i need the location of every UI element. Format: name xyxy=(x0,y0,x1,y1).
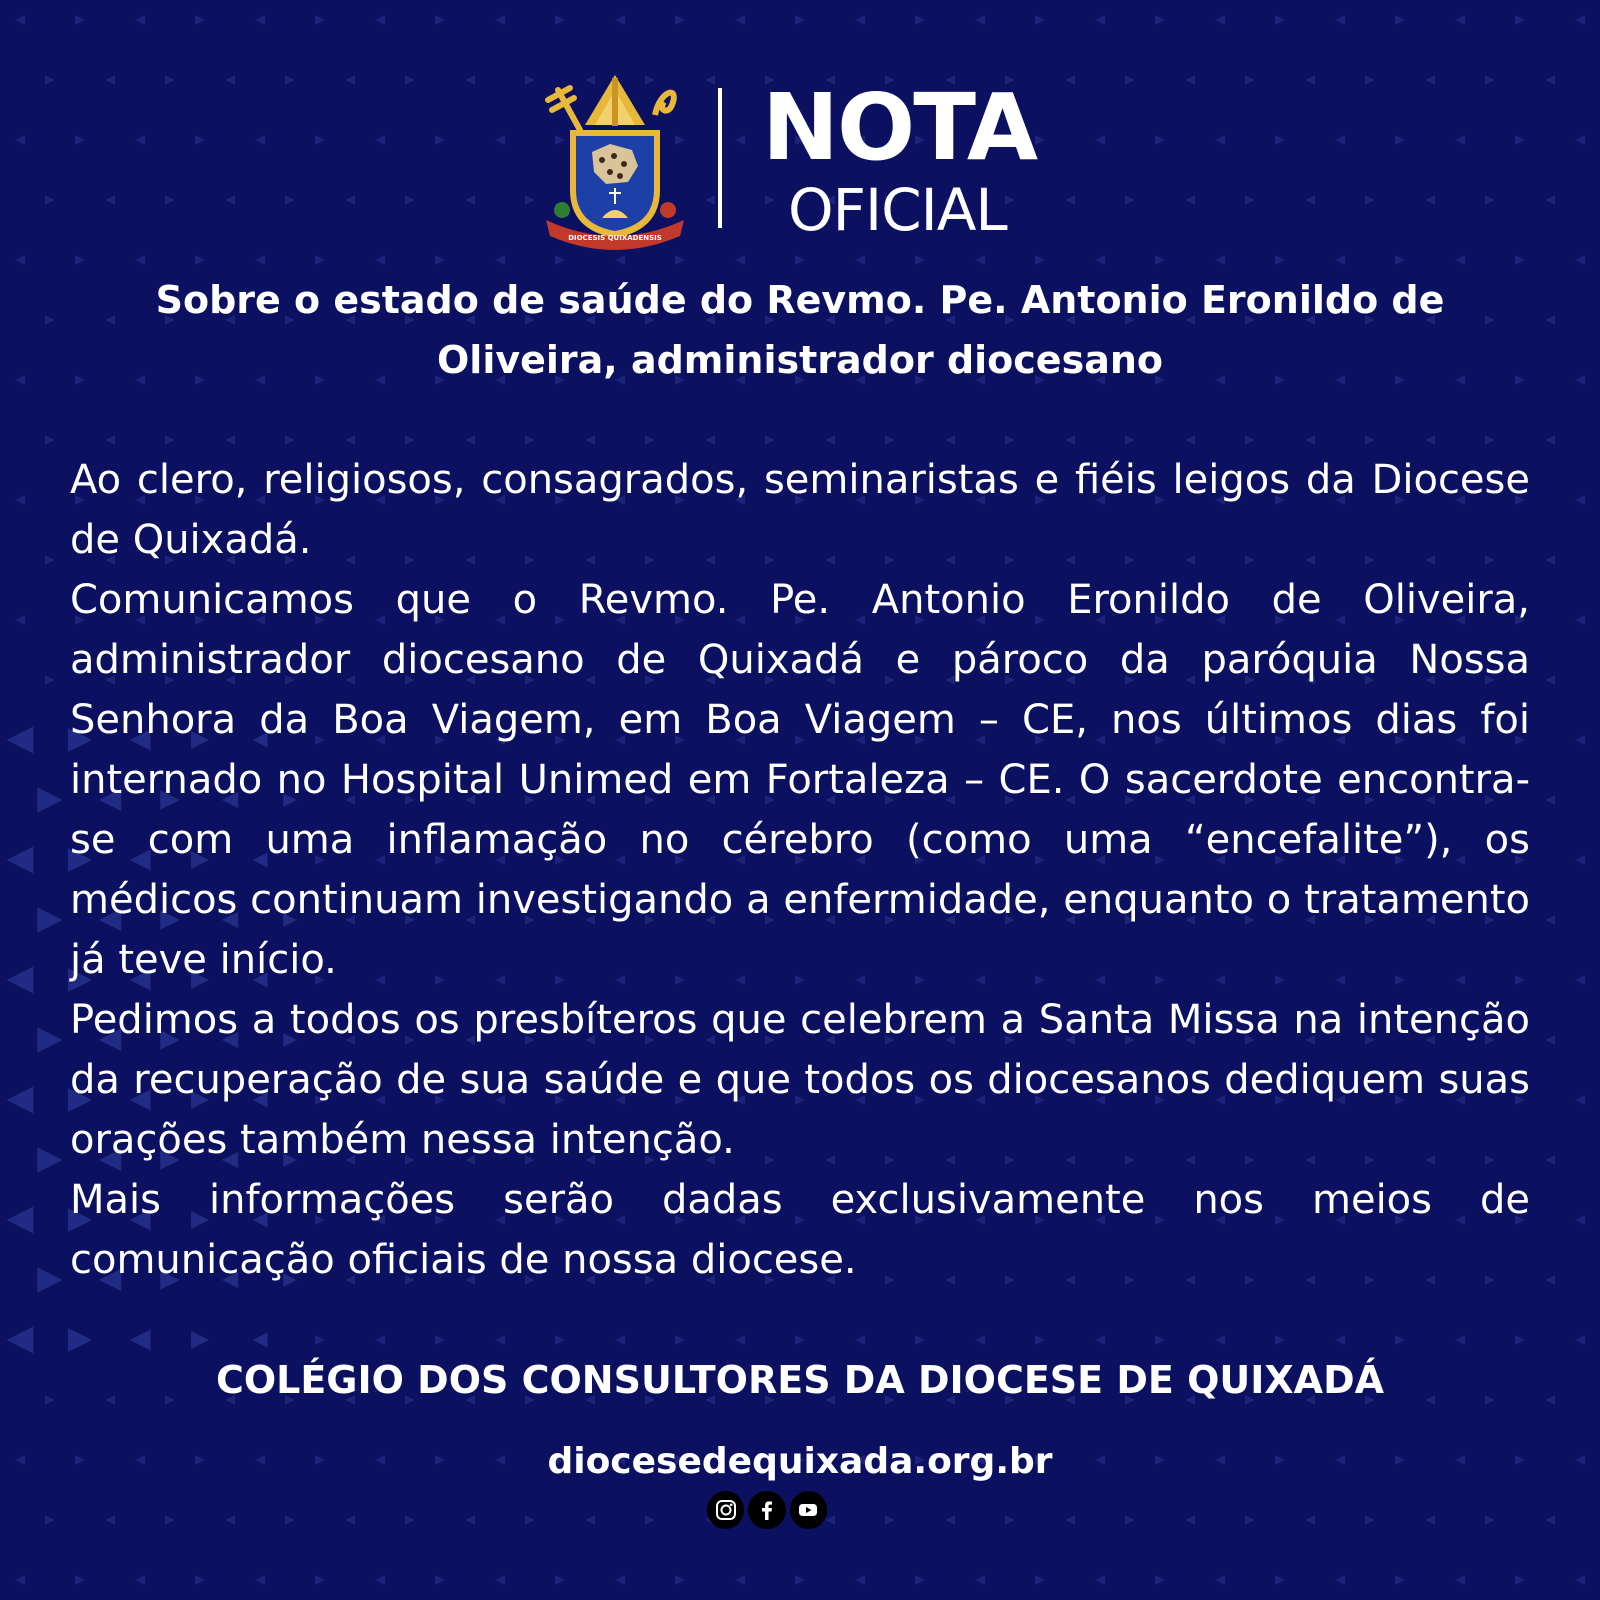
body-paragraph-greeting: Ao clero, religiosos, consagrados, seminaristas e fiéis leigos da Diocese de Quixadá. xyxy=(70,457,1530,563)
website-link[interactable]: diocesedequixada.org.br xyxy=(547,1441,1053,1482)
social-icons xyxy=(707,1491,827,1535)
body-paragraph-announcement: Comunicamos que o Revmo. Pe. Antonio Eronildo de Oliveira, administrador diocesano de Quixadá e pároco da paróquia Nossa Senhora da Boa Viagem, em Boa Viagem – CE, nos últimos dias foi internado no Hospital Unimed em Fortaleza – CE. O sacerdote encontra-se com uma inflamação no cérebro (como uma “encefalite”), os médicos continuam investigando a enfermidade, enquanto o tratamento já teve início. xyxy=(70,577,1530,983)
svg-text:DIOCESIS QUIXADENSIS: DIOCESIS QUIXADENSIS xyxy=(568,234,662,242)
youtube-icon[interactable] xyxy=(790,1491,827,1529)
body-text xyxy=(70,450,1530,1290)
subject-heading xyxy=(80,270,1520,390)
subject-line-1: Sobre o estado de saúde do Revmo. Pe. Antonio Eronildo de xyxy=(155,278,1445,322)
nota-title: NOTA xyxy=(762,74,1037,181)
signature: COLÉGIO DOS CONSULTORES DA DIOCESE DE QUIXADÁ xyxy=(215,1358,1385,1402)
diocese-crest-logo xyxy=(540,70,690,250)
body-paragraph-info: Mais informações serão dadas exclusivamente nos meios de comunicação oficiais de nossa diocese. xyxy=(70,1177,1530,1283)
body-paragraph-request: Pedimos a todos os presbíteros que celebrem a Santa Missa na intenção da recuperação de sua saúde e que todos os diocesanos dediquem suas orações também nessa intenção. xyxy=(70,997,1530,1163)
nota-subtitle: OFICIAL xyxy=(788,176,1007,244)
subject-line-2: Oliveira, administrador diocesano xyxy=(436,338,1163,382)
facebook-icon[interactable] xyxy=(748,1491,785,1529)
instagram-icon[interactable] xyxy=(707,1491,744,1529)
header xyxy=(540,70,1080,250)
header-divider xyxy=(718,88,722,228)
